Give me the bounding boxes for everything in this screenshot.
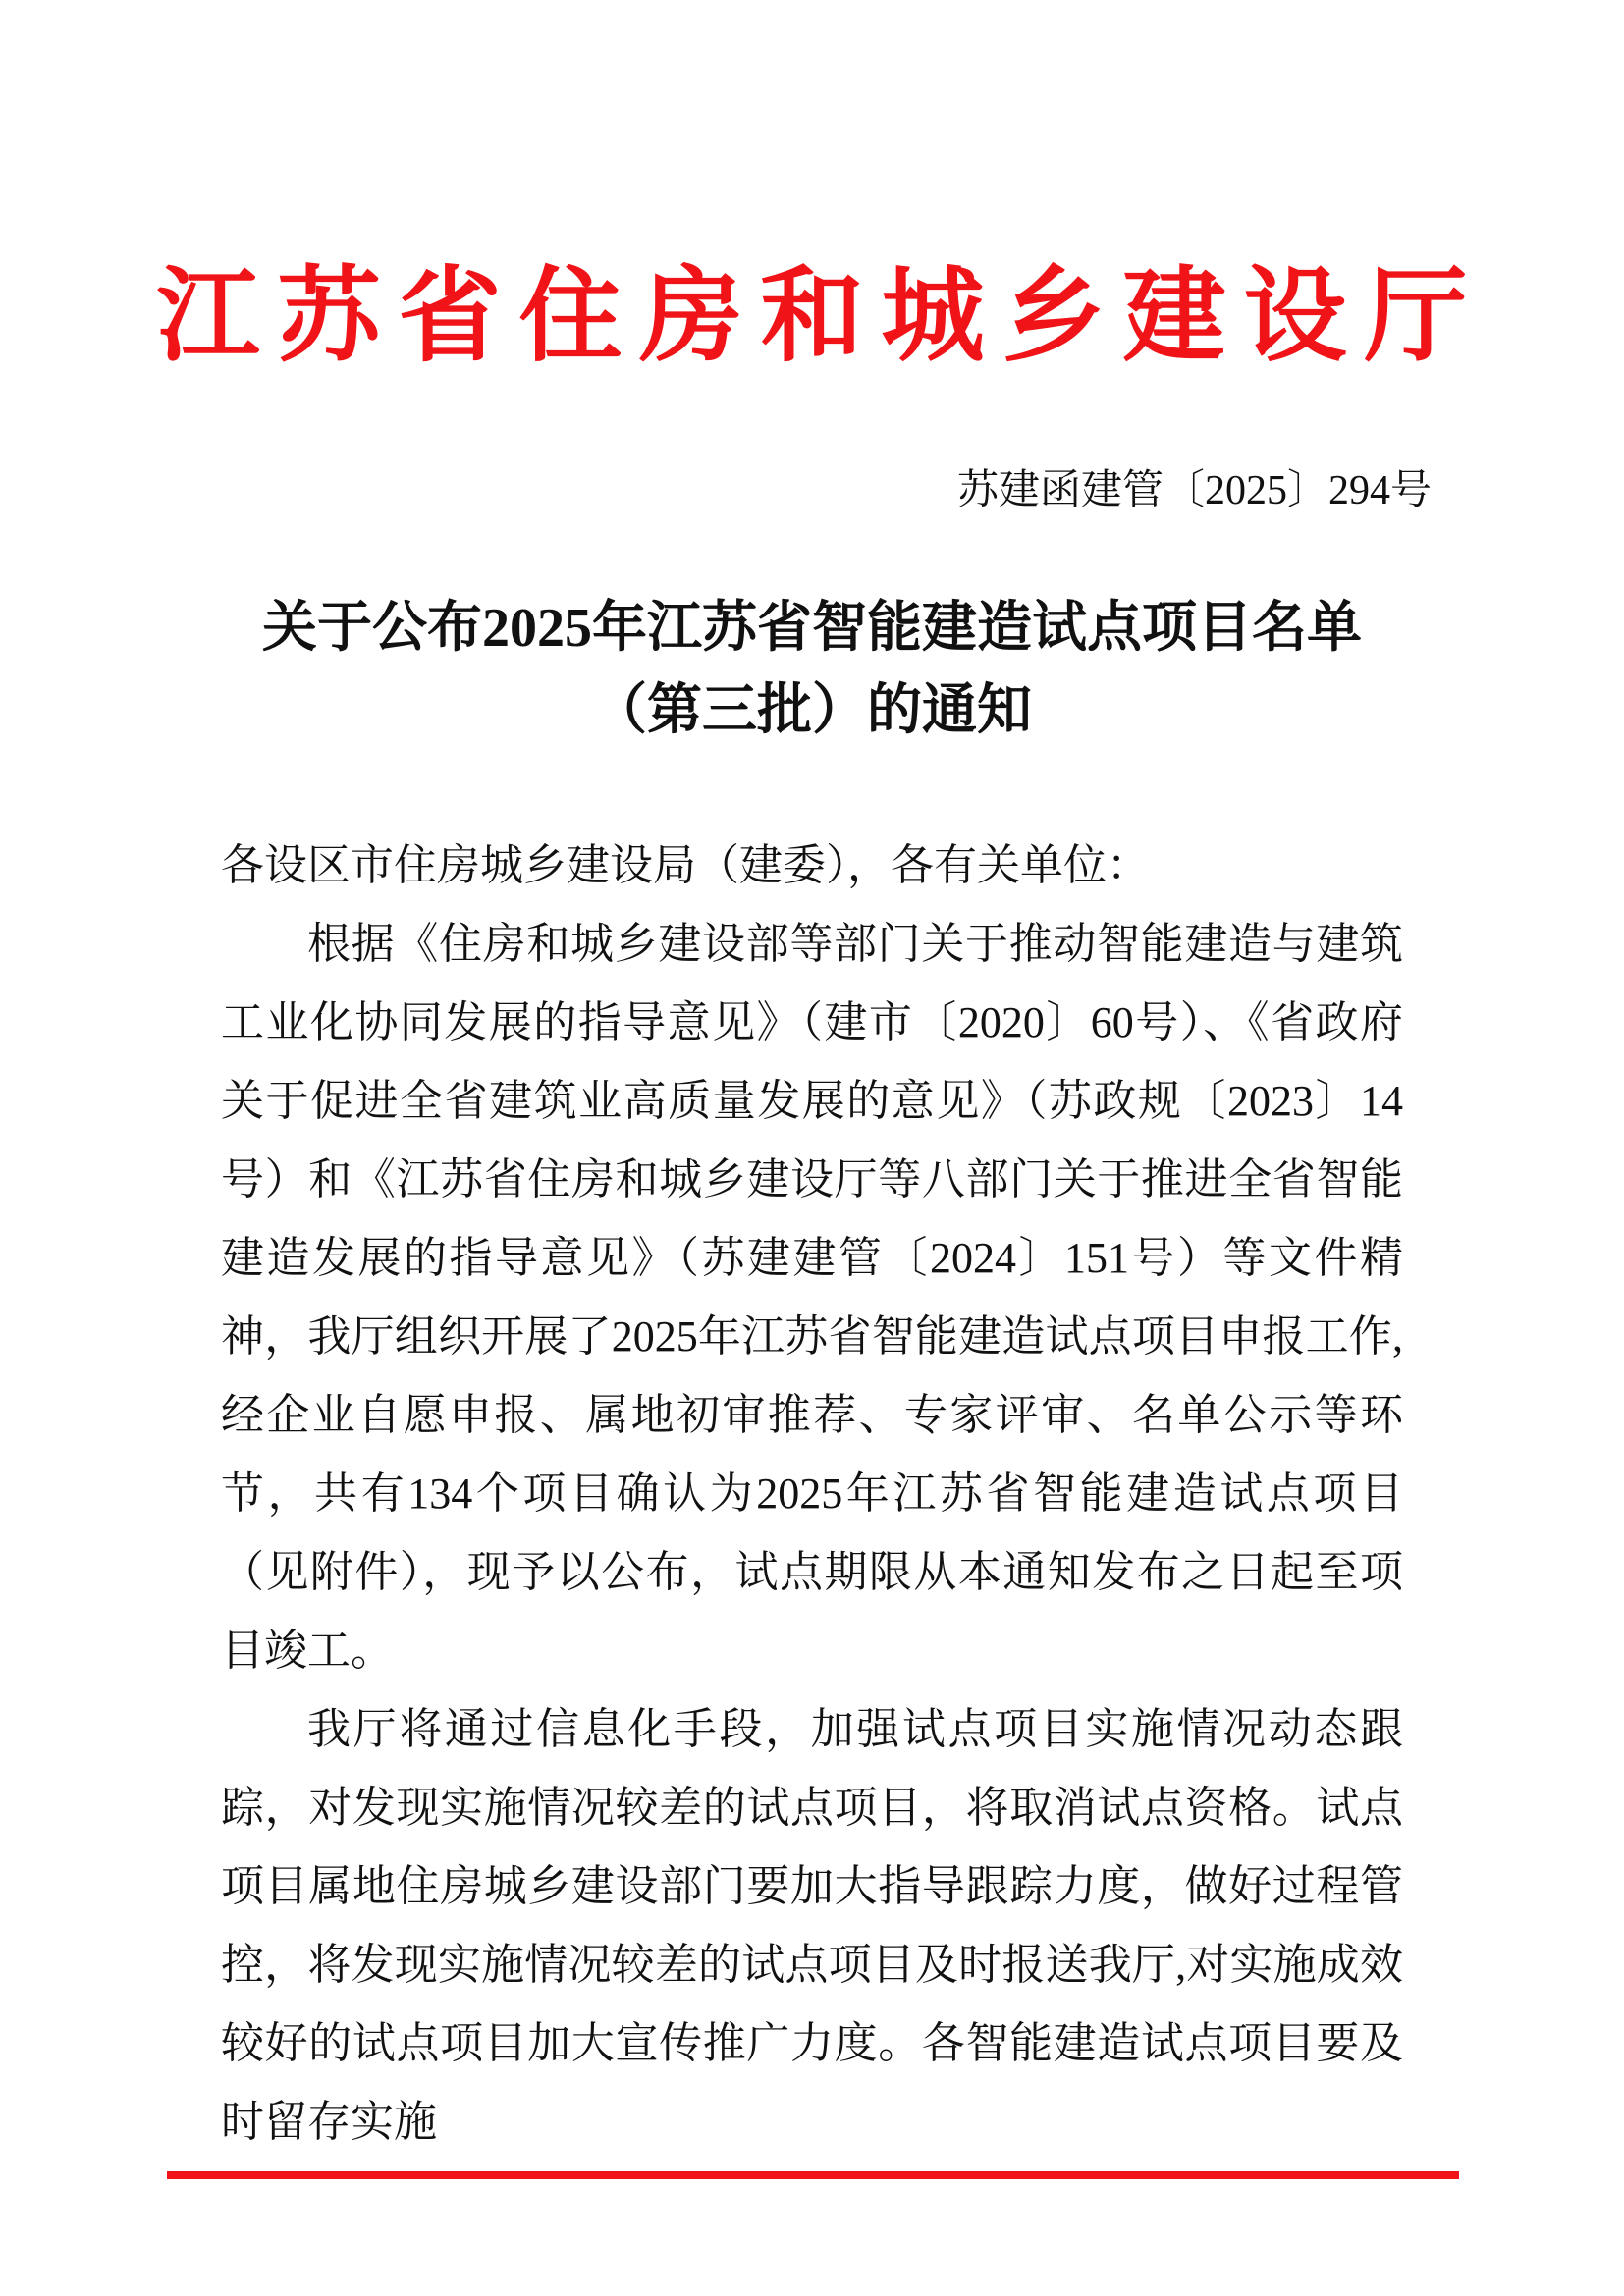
paragraph-basis: 根据《住房和城乡建设部等部门关于推动智能建造与建筑工业化协同发展的指导意见》（建市〔2020〕60号）、《省政府关于促进全省建筑业高质量发展的意见》（苏政规〔2023〕14号）和《江苏省住房和城乡建设厅等八部门关于推进全省智能建造发展的指导意见》（苏建建管〔2024〕151号）等文件精神，我厅组织开展了2025年江苏省智能建造试点项目申报工作,经企业自愿申报、属地初审推荐、专家评审、名单公示等环节，共有134个项目确认为2025年江苏省智能建造试点项目（见附件），现予以公布，试点期限从本通知发布之日起至项目竣工。 xyxy=(221,920,1403,1675)
agency-header: 江苏省住房和城乡建设厅 xyxy=(156,259,1486,374)
bottom-red-line xyxy=(167,2171,1459,2179)
salutation: 各设区市住房城乡建设局（建委），各有关单位： xyxy=(221,841,1150,889)
paragraph-supervision: 我厅将通过信息化手段，加强试点项目实施情况动态跟踪，对发现实施情况较差的试点项目，将取消试点资格。试点项目属地住房城乡建设部门要加大指导跟踪力度，做好过程管控，将发现实施情况较差的试点项目及时报送我厅,对实施成效较好的试点项目加大宣传推广力度。各智能建造试点项目要及时留存实施 xyxy=(221,1705,1403,2146)
doc-number: 苏建函建管〔2025〕294号 xyxy=(956,468,1432,513)
document-title xyxy=(221,587,1403,752)
document-body xyxy=(221,827,1403,2162)
document-title-line1: 关于公布2025年江苏省智能建造试点项目名单 xyxy=(262,598,1362,659)
document-title-line2: （第三批）的通知 xyxy=(592,680,1032,741)
